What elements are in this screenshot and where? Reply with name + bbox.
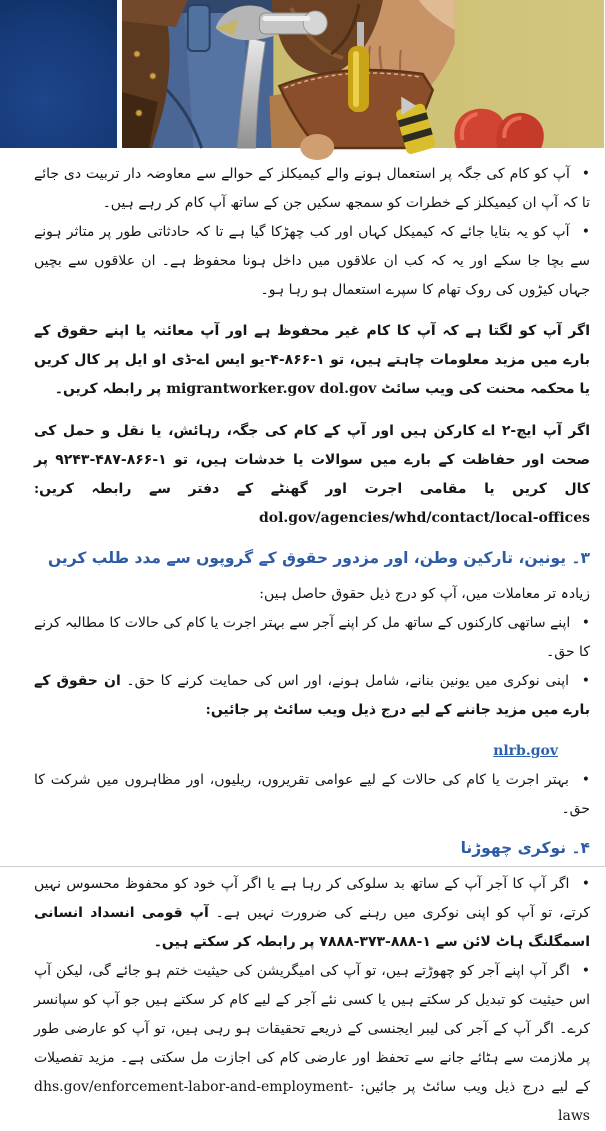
h2a-worker-paragraph: اگر آپ ایچ-۲ اے کارکن ہیں اور آپ کے کام کی جگہ، رہائش، یا نقل و حمل کی صحت اور حفاظت کے بارے میں سوالات یا خدشات ہیں، تو ۱-۸۶۶-۴۸۷-۹۲۴۳ پر کال کریں یا مقامی اجرت اور گھنٹے کے دفتر سے رابطہ کریں: dol.gov/agencies/whd/contact/local-offices [34, 423, 590, 526]
section-3-heading: ۳۔ یونین، تارکین وطن، اور مزدور حقوق کے گروپوں سے مدد طلب کریں [47, 548, 590, 567]
list-item [34, 667, 590, 725]
bullet-text: آپ کو یہ بتایا جائے کہ کیمیکل کہاں اور کب چھڑکا گیا ہے تا کہ حادثاتی طور پر متاثر ہونے سے بچا جا سکے اور یہ کہ کب ان علاقوں میں داخل ہونا محفوظ ہے۔ ان علاقوں سے بچیں جہاں کیڑوں کی روک تھام کا سپرے استعمال ہو رہا ہو۔ [34, 224, 590, 298]
list-item [34, 870, 590, 957]
bullet-text: اگر آپ اپنے آجر کو چھوڑتے ہیں، تو آپ کی امیگریشن کی حیثیت ختم ہو جائے گی، لیکن آپ اس حیثیت کو تبدیل کر سکتے ہیں یا کسی نئے آجر کے لیے کام کر سکتے ہیں جو آپ کو سپانسر کرے۔ اگر آپ کے آجر کی لیبر ایجنسی کے ذریعے تحقیقات ہو رہی ہیں، تو آپ کو عارضی طور پر ملازمت سے ہٹائے جانے سے تحفظ اور عارضی کام کی اجازت مل سکتی ہے۔ مزید تفصیلات کے لیے درج ذیل ویب سائٹ پر جائیں: dhs.gov/enforcement-labor-and-employment-laws [34, 963, 590, 1124]
list-item [34, 218, 590, 305]
nlrb-link-line [34, 737, 590, 766]
bullet-text-bold: ان حقوق کے بارے میں مزید جاننے کے لیے درج ذیل ویب سائٹ پر جائیں: [34, 673, 590, 718]
list-item [34, 609, 590, 667]
rights-list [34, 609, 590, 725]
chemical-safety-list [34, 160, 590, 305]
bullet-text: اپنے ساتھی کارکنوں کے ساتھ مل کر اپنے آجر سے بہتر اجرت یا کام کی حالات کا مطالبہ کرنے کا حق۔ [34, 615, 590, 660]
rallies-list [34, 766, 590, 824]
bullet-text-bold: آپ قومی انسداد انسانی اسمگلنگ ہاٹ لائن سے ۱-۸۸۸-۳۷۳-۷۸۸۸ پر رابطہ کر سکتے ہیں۔ [34, 905, 590, 950]
flyer-body [34, 160, 590, 1131]
bullet-text: آپ کو کام کی جگہ پر استعمال ہونے والے کیمیکلز کے حوالے سے معاوضہ دار تربیت دی جائے تا کہ آپ ان کیمیکلز کے خطرات کو سمجھ سکیں جن کے ساتھ آپ کام کر رہے ہیں۔ [34, 166, 590, 211]
nlrb-link[interactable]: nlrb.gov [493, 743, 558, 759]
banner [0, 0, 606, 148]
bullet-text: اپنی نوکری میں یونین بنانے، شامل ہونے، اور اس کی حمایت کرنے کا حق۔ [126, 673, 570, 689]
unsafe-work-paragraph: اگر آپ کو لگتا ہے کہ آپ کا کام غیر محفوظ ہے اور آپ معائنہ یا اپنے حقوق کے بارے میں مزید معلومات چاہتے ہیں، تو ۱-۸۶۶-۴-یو ایس اے-ڈی او ایل پر کال کریں یا محکمہ محنت کی ویب سائٹ migrantworker.gov dol.gov پر رابطہ کریں۔ [34, 323, 590, 397]
leaving-job-list [34, 870, 590, 1131]
list-item [34, 160, 590, 218]
worker-toolbelt-photo [122, 0, 604, 148]
cover-accent-block [0, 0, 117, 148]
bullet-text: بہتر اجرت یا کام کی حالات کے لیے عوامی تقریروں، ریلیوں، اور مظاہروں میں شرکت کا حق۔ [34, 772, 590, 817]
section-4-heading: ۴۔ نوکری چھوڑنا [460, 838, 590, 857]
bullet-text: اگر آپ کا آجر آپ کے ساتھ بد سلوکی کر رہا ہے یا اگر آپ خود کو محفوظ محسوس نہیں کرتے، تو آپ کو اپنی نوکری میں رہنے کی ضرورت نہیں ہے۔ [34, 876, 591, 921]
rights-intro: زیادہ تر معاملات میں، آپ کو درج ذیل حقوق حاصل ہیں: [259, 586, 590, 602]
list-item [34, 957, 590, 1131]
list-item [34, 766, 590, 824]
